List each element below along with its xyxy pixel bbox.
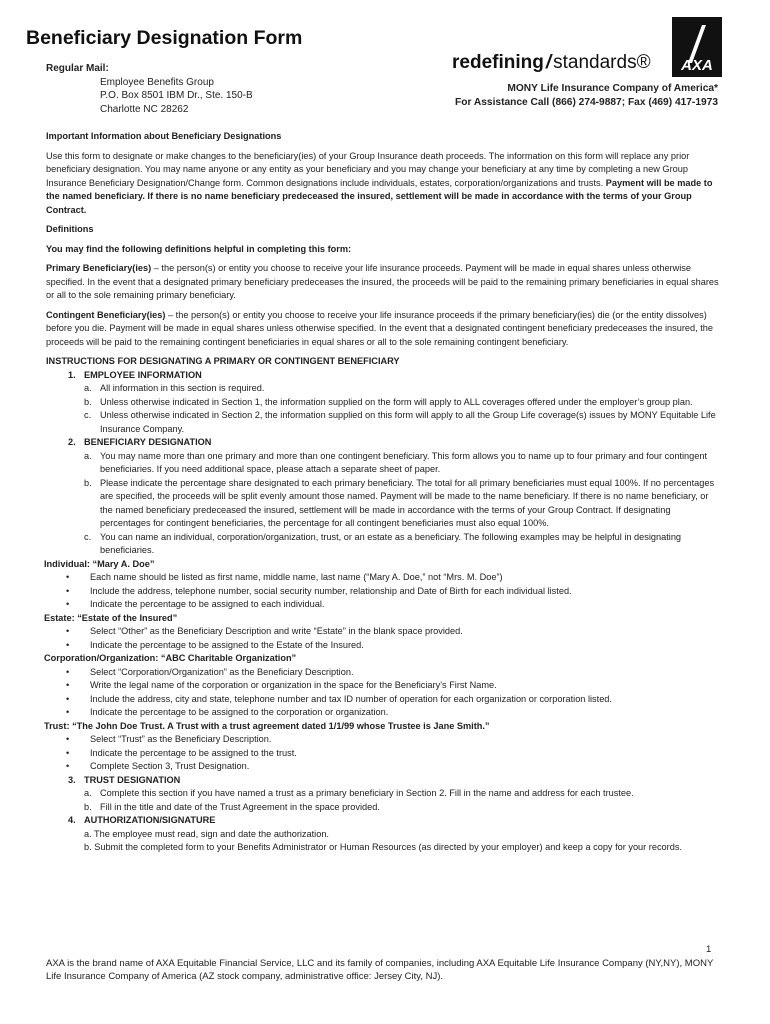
example-corporation-item: • Select “Corporation/Organization” as the Beneficiary Description. [46, 666, 722, 680]
assistance-line: For Assistance Call (866) 274-9887; Fax (469) 417-1973 [455, 97, 718, 108]
mail-line-1: Employee Benefits Group [100, 76, 214, 88]
contingent-definition [46, 309, 722, 350]
example-corporation-item: • Include the address, city and state, telephone number and tax ID number of operation for each organization or corporation listed. [46, 693, 722, 707]
section-2a: a. You may name more than one primary and more than one contingent beneficiary. This form allows you to name up to four primary and four contingent beneficiaries. If you need additional space, please attach a separate sheet of paper. [84, 450, 708, 474]
contingent-text: – the person(s) or entity you choose to receive your life insurance proceeds if the primary beneficiary(ies) die (or the entity dissolves) before you die. Payment will be made in equal shares unless otherwise specified. In the event that a designated contingent beneficiary predeceases the insured, the proceeds will be paid to the remaining contingent beneficiaries in equal shares or all to the sole remaining contingent beneficiary. [46, 309, 714, 347]
footer-disclaimer: AXA is the brand name of AXA Equitable Financial Service, LLC and its family of companies, including AXA Equitable Life Insurance Company (NY,NY), MONY Life Insurance Company of America (AZ stock company, administrative office: Jersey City, NJ). [46, 958, 714, 982]
section-3a: a. Complete this section if you have named a trust as a primary beneficiary in Section 2. Fill in the name and address for each trustee. [84, 788, 634, 798]
section-1a: a. All information in this section is required. [84, 383, 265, 393]
page-title: Beneficiary Designation Form [26, 27, 303, 49]
form-instructions [46, 130, 722, 855]
mail-line-3: Charlotte NC 28262 [100, 103, 189, 115]
section-4a: a. The employee must read, sign and date the authorization. [84, 828, 329, 839]
company-contact [455, 82, 718, 110]
example-individual-item: • Include the address, telephone number, social security number, relationship and Date of Birth for each individual listed. [46, 585, 722, 599]
section-3b: b. Fill in the title and date of the Trust Agreement in the space provided. [84, 801, 380, 812]
primary-definition [46, 262, 722, 303]
section-1c: c. Unless otherwise indicated in Section 2, the information supplied on this form will apply to all the Group Life coverage(s) issues by MONY Equitable Life Insurance Company. [84, 410, 716, 434]
important-bold-text: Payment will be made to the named beneficiary. If there is no name beneficiary predeceased the insured, settlement will be made in accordance with the terms of your Group Contract. [46, 177, 713, 215]
company-name: MONY Life Insurance Company of America* [507, 83, 718, 94]
mailing-address [46, 62, 253, 116]
axa-logo-icon [672, 17, 722, 77]
tagline-bold: redefining [452, 52, 544, 73]
example-trust-item: • Indicate the percentage to be assigned to the trust. [46, 747, 722, 761]
primary-term: Primary Beneficiary(ies) [46, 263, 152, 273]
example-corporation-title: Corporation/Organization: “ABC Charitable Organization” [44, 653, 297, 663]
example-corporation-item: • Indicate the percentage to be assigned to the corporation or organization. [46, 706, 722, 720]
definitions-intro: You may find the following definitions helpful in completing this form: [46, 243, 352, 254]
important-heading: Important Information about Beneficiary Designations [46, 131, 282, 141]
section-3-title: 3. TRUST DESIGNATION [68, 774, 181, 785]
mail-label: Regular Mail: [46, 63, 109, 74]
tagline-rest: standards® [553, 52, 651, 73]
tagline-slash: / [545, 52, 552, 73]
contingent-term: Contingent Beneficiary(ies) [46, 309, 166, 320]
logo-text: AXA [681, 57, 713, 74]
example-estate-item: • Select “Other” as the Beneficiary Description and write “Estate” in the blank space provided. [46, 625, 722, 639]
example-estate-title: Estate: “Estate of the Insured” [44, 612, 178, 623]
example-individual-item: • Indicate the percentage to be assigned to each individual. [46, 598, 722, 612]
section-4b: b. Submit the completed form to your Benefits Administrator or Human Resources (as directed by your employer) and keep a copy for your records. [84, 842, 682, 852]
example-trust-item: • Complete Section 3, Trust Designation. [46, 760, 722, 774]
section-1-title: 1. EMPLOYEE INFORMATION [68, 369, 202, 380]
example-individual-title: Individual: “Mary A. Doe” [44, 558, 155, 569]
primary-text: – the person(s) or entity you choose to receive your life insurance proceeds. Payment will be made in equal shares unless otherwise specified. In the event that a designated primary beneficiary predeceases the insured, the proceeds will be paid to the remaining primary beneficiaries in equal shares or all to the sole remaining primary beneficiary. [46, 263, 719, 300]
section-4-title: 4. AUTHORIZATION/SIGNATURE [68, 815, 216, 825]
example-corporation-item: • Write the legal name of the corporation or organization in the space for the Beneficiary’s First Name. [46, 679, 722, 693]
example-trust-item: • Select “Trust” as the Beneficiary Description. [46, 733, 722, 747]
mail-line-2: P.O. Box 8501 IBM Dr., Ste. 150-B [100, 90, 253, 101]
example-estate-item: • Indicate the percentage to be assigned to the Estate of the Insured. [46, 639, 722, 653]
section-2b: b. Please indicate the percentage share designated to each primary beneficiary. The total for all primary beneficiaries must equal 100%. If no percentages are specified, the proceeds will be split evenly amount those named. Payment will be made to the name beneficiary. If there is no name beneficiary, or the named beneficiary predeceased the insured, settlement will be made in accordance with the terms of your Group Contract. If designating percentages for contingent beneficiaries, the percentage for all contingent beneficiaries must also equal 100%. [84, 477, 715, 528]
example-individual-item: • Each name should be listed as first name, middle name, last name (“Mary A. Doe,” not “Mrs. M. Doe”) [46, 571, 722, 585]
page-number: 1 [706, 944, 712, 955]
instructions-heading: INSTRUCTIONS FOR DESIGNATING A PRIMARY OR CONTINGENT BENEFICIARY [46, 356, 400, 366]
section-2c: c. You can name an individual, corporation/organization, trust, or an estate as a beneficiary. The following examples may be helpful in designating beneficiaries. [84, 531, 682, 555]
example-trust-title: Trust: “The John Doe Trust. A Trust with a trust agreement dated 1/1/99 whose Trustee is Jane Smith.” [44, 720, 490, 731]
important-text: Use this form to designate or make changes to the beneficiary(ies) of your Group Insurance death proceeds. The information on this form will replace any prior beneficiary designation. You may name anyone or any entity as your beneficiary and you may change your beneficiary at any time by completing a new Group Insurance Beneficiary Designation/Change form. Common designations include individuals, estates, corporation/organizations and trusts. [46, 150, 690, 188]
section-1b: b. Unless otherwise indicated in Section 1, the information supplied on the form will apply to ALL coverages offered under the employer’s group plan. [84, 396, 693, 407]
definitions-heading: Definitions [46, 224, 94, 234]
section-2-title: 2. BENEFICIARY DESIGNATION [68, 437, 212, 447]
brand-tagline [452, 52, 651, 74]
important-paragraph [46, 150, 722, 218]
